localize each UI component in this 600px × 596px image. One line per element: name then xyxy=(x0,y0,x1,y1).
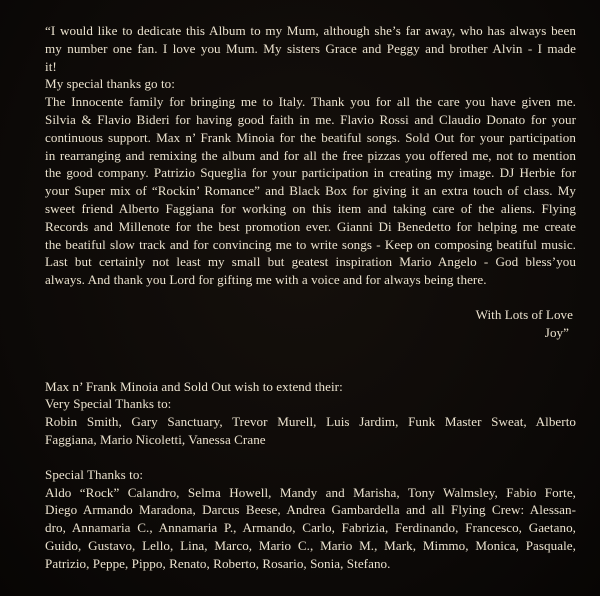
special-names-line: Aldo “Rock” Calandro, Selma Howell, Mandy and Marisha, Tony Walmsley, Fabio Forte, xyxy=(45,484,576,500)
dedication-line: Records and Millenote for the best promotion ever. Gianni Di Benedetto for helping me create xyxy=(45,218,576,234)
producers-intro: Max n’ Frank Minoia and Sold Out wish to extend their: xyxy=(45,378,343,394)
special-thanks-section xyxy=(45,466,576,573)
dedication-line: my number one fan. I love you Mum. My sisters Grace and Peggy and brother Alvin - I made xyxy=(45,40,576,56)
dedication-line: The Innocente family for bringing me to Italy. Thank you for all the care you have given me. xyxy=(45,94,576,110)
dedication-line: in rearranging and remixing the album and for all the free pizzas you offered me, not to mention xyxy=(45,147,576,163)
dedication-line: the beatiful slow track and for convincing me to write songs - Keep on composing beatiful music. xyxy=(45,236,576,252)
dedication-line: Silvia & Flavio Bideri for having good faith in me. Flavio Rossi and Claudio Donato for your xyxy=(45,111,576,127)
signoff xyxy=(45,306,576,342)
thanks-names-line: Robin Smith, Gary Sanctuary, Trevor Murell, Luis Jardim, Funk Master Sweat, Alberto xyxy=(45,414,576,430)
dedication-line: Last but certainly not least my small but geatest inspiration Mario Angelo - God bless’you xyxy=(45,254,576,270)
producers-thanks-section xyxy=(45,378,576,449)
dedication-line: continuous support. Max n’ Frank Minoia for the beatiful songs. Sold Out for your participation xyxy=(45,129,576,145)
dedication-line: always. And thank you Lord for gifting me with a voice and for always being there. xyxy=(45,272,487,288)
thanks-names-line: Faggiana, Mario Nicoletti, Vanessa Crane xyxy=(45,431,266,447)
dedication-line: the good company. Patrizio Squeglia for your participation in creating my image. DJ Herbie for xyxy=(45,165,576,181)
dedication-line: it! xyxy=(45,58,57,74)
dedication-line: “I would like to dedicate this Album to my Mum, although she’s far away, who has always been xyxy=(45,23,576,38)
signoff-closing: With Lots of Love xyxy=(475,306,573,322)
special-names-line: dro, Annamaria C., Annamaria P., Armando, Carlo, Fabrizia, Ferdinando, Francesco, Gaetano, xyxy=(45,520,576,536)
dedication-line: your Super mix of “Rockin’ Romance” and Black Box for giving it an extra touch of class. My xyxy=(45,183,576,199)
special-names-line: Diego Armando Maradona, Darcus Beese, Andrea Gambardella and all Flying Crew: Alessan- xyxy=(45,502,576,518)
very-special-thanks-heading: Very Special Thanks to: xyxy=(45,396,172,412)
dedication-line: My special thanks go to: xyxy=(45,76,175,92)
signoff-signature: Joy” xyxy=(544,324,569,340)
special-names-line: Patrizio, Peppe, Pippo, Renato, Roberto, Rosario, Sonia, Stefano. xyxy=(45,555,391,571)
dedication-line: sweet friend Alberto Faggiana for working on this item and taking care of the aliens. Flying xyxy=(45,200,576,216)
special-thanks-heading: Special Thanks to: xyxy=(45,466,144,482)
special-names-line: Guido, Gustavo, Lello, Lina, Marco, Mario C., Mario M., Mark, Mimmo, Monica, Pasquale, xyxy=(45,537,576,553)
dedication-paragraph xyxy=(45,22,576,289)
